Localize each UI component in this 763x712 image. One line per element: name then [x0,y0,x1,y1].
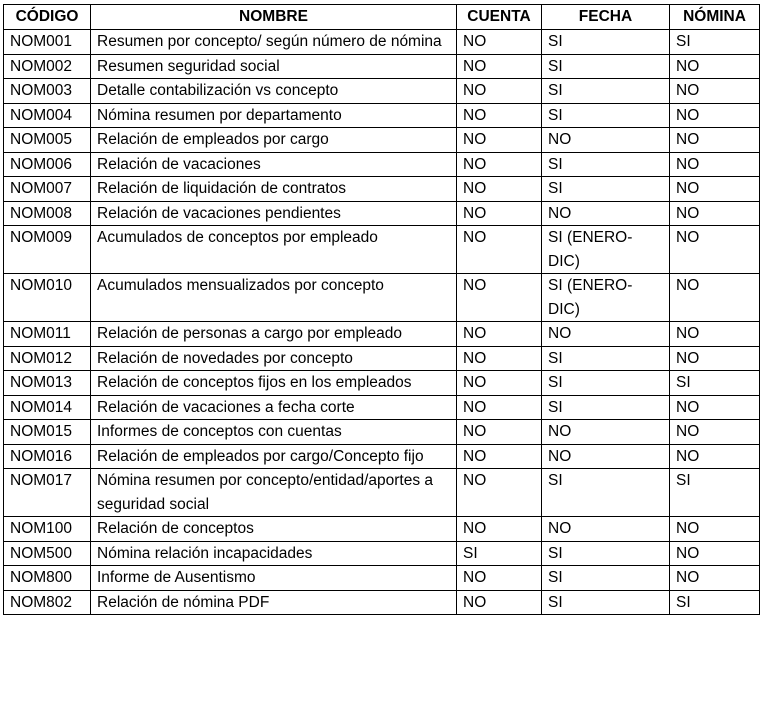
cell-fecha: SI [542,79,670,104]
cell-cuenta: NO [457,346,542,371]
cell-codigo: NOM014 [4,395,91,420]
cell-cuenta: NO [457,201,542,226]
cell-nomina: NO [670,128,760,153]
table-row [4,371,760,396]
table-row [4,566,760,591]
cell-nomina: SI [670,371,760,396]
header-cuenta: CUENTA [457,5,542,30]
cell-nomina: NO [670,103,760,128]
cell-codigo: NOM013 [4,371,91,396]
cell-fecha: NO [542,201,670,226]
cell-codigo: NOM500 [4,541,91,566]
table-row [4,346,760,371]
cell-nomina: SI [670,590,760,615]
cell-nombre: Resumen seguridad social [91,54,457,79]
cell-nomina: NO [670,444,760,469]
table-row [4,444,760,469]
cell-codigo: NOM017 [4,469,91,517]
cell-nombre: Detalle contabilización vs concepto [91,79,457,104]
cell-nombre: Informes de conceptos con cuentas [91,420,457,445]
cell-fecha: SI [542,590,670,615]
cell-nombre: Relación de nómina PDF [91,590,457,615]
cell-fecha: SI [542,346,670,371]
table-row [4,30,760,55]
cell-nombre: Relación de personas a cargo por empleado [91,322,457,347]
cell-nomina: NO [670,346,760,371]
cell-codigo: NOM010 [4,274,91,322]
cell-cuenta: NO [457,128,542,153]
cell-nomina: NO [670,517,760,542]
cell-cuenta: NO [457,517,542,542]
cell-fecha: NO [542,128,670,153]
cell-fecha: SI [542,54,670,79]
cell-fecha: NO [542,517,670,542]
cell-codigo: NOM009 [4,226,91,274]
cell-cuenta: NO [457,469,542,517]
cell-codigo: NOM012 [4,346,91,371]
cell-nomina: NO [670,152,760,177]
cell-codigo: NOM802 [4,590,91,615]
cell-nomina: NO [670,201,760,226]
cell-cuenta: NO [457,590,542,615]
table-row [4,79,760,104]
table-row [4,177,760,202]
cell-cuenta: NO [457,103,542,128]
table-body [4,30,760,615]
cell-nombre: Relación de vacaciones pendientes [91,201,457,226]
table-row [4,152,760,177]
cell-nomina: NO [670,274,760,322]
cell-nombre: Relación de novedades por concepto [91,346,457,371]
cell-cuenta: NO [457,79,542,104]
cell-fecha: SI [542,30,670,55]
cell-nombre: Informe de Ausentismo [91,566,457,591]
cell-cuenta: NO [457,226,542,274]
cell-nombre: Nómina resumen por concepto/entidad/aportes a seguridad social [91,469,457,517]
cell-cuenta: NO [457,566,542,591]
table-row [4,54,760,79]
cell-cuenta: NO [457,274,542,322]
cell-cuenta: NO [457,371,542,396]
cell-nomina: NO [670,395,760,420]
table-row [4,420,760,445]
cell-cuenta: NO [457,152,542,177]
table-row [4,469,760,517]
cell-cuenta: SI [457,541,542,566]
cell-nomina: SI [670,30,760,55]
table-row [4,517,760,542]
cell-cuenta: NO [457,420,542,445]
cell-codigo: NOM100 [4,517,91,542]
table-row [4,590,760,615]
cell-fecha: NO [542,322,670,347]
cell-nombre: Relación de vacaciones [91,152,457,177]
cell-codigo: NOM002 [4,54,91,79]
cell-codigo: NOM015 [4,420,91,445]
cell-nombre: Relación de empleados por cargo [91,128,457,153]
table-row [4,226,760,274]
cell-codigo: NOM007 [4,177,91,202]
cell-nombre: Acumulados de conceptos por empleado [91,226,457,274]
cell-nomina: NO [670,79,760,104]
cell-nombre: Relación de conceptos [91,517,457,542]
cell-cuenta: NO [457,54,542,79]
cell-fecha: SI [542,103,670,128]
cell-fecha: SI [542,541,670,566]
cell-cuenta: NO [457,444,542,469]
cell-fecha: SI [542,152,670,177]
cell-nombre: Relación de vacaciones a fecha corte [91,395,457,420]
cell-cuenta: NO [457,177,542,202]
cell-fecha: SI [542,395,670,420]
cell-fecha: SI [542,469,670,517]
cell-fecha: SI [542,177,670,202]
cell-nombre: Nómina resumen por departamento [91,103,457,128]
table-header [4,5,760,30]
table-row [4,395,760,420]
cell-nomina: NO [670,541,760,566]
cell-nombre: Resumen por concepto/ según número de nómina [91,30,457,55]
table-row [4,541,760,566]
cell-fecha: SI [542,566,670,591]
cell-codigo: NOM016 [4,444,91,469]
cell-nomina: NO [670,420,760,445]
cell-codigo: NOM005 [4,128,91,153]
cell-nomina: NO [670,177,760,202]
cell-fecha: SI [542,371,670,396]
header-row [4,5,760,30]
cell-fecha: SI (ENERO-DIC) [542,274,670,322]
cell-nomina: NO [670,566,760,591]
cell-fecha: NO [542,420,670,445]
header-fecha: FECHA [542,5,670,30]
cell-codigo: NOM003 [4,79,91,104]
header-nomina: NÓMINA [670,5,760,30]
cell-codigo: NOM800 [4,566,91,591]
header-codigo: CÓDIGO [4,5,91,30]
cell-nombre: Relación de liquidación de contratos [91,177,457,202]
reports-table [3,4,760,615]
table-row [4,274,760,322]
cell-codigo: NOM011 [4,322,91,347]
cell-nomina: NO [670,54,760,79]
cell-fecha: SI (ENERO-DIC) [542,226,670,274]
cell-nomina: SI [670,469,760,517]
table-row [4,322,760,347]
cell-cuenta: NO [457,322,542,347]
cell-codigo: NOM004 [4,103,91,128]
cell-codigo: NOM008 [4,201,91,226]
cell-fecha: NO [542,444,670,469]
cell-nombre: Relación de empleados por cargo/Concepto fijo [91,444,457,469]
header-nombre: NOMBRE [91,5,457,30]
cell-nomina: NO [670,226,760,274]
cell-nombre: Nómina relación incapacidades [91,541,457,566]
cell-codigo: NOM001 [4,30,91,55]
cell-codigo: NOM006 [4,152,91,177]
table-row [4,201,760,226]
table-row [4,128,760,153]
cell-cuenta: NO [457,395,542,420]
table-row [4,103,760,128]
cell-cuenta: NO [457,30,542,55]
cell-nombre: Acumulados mensualizados por concepto [91,274,457,322]
cell-nombre: Relación de conceptos fijos en los empleados [91,371,457,396]
cell-nomina: NO [670,322,760,347]
